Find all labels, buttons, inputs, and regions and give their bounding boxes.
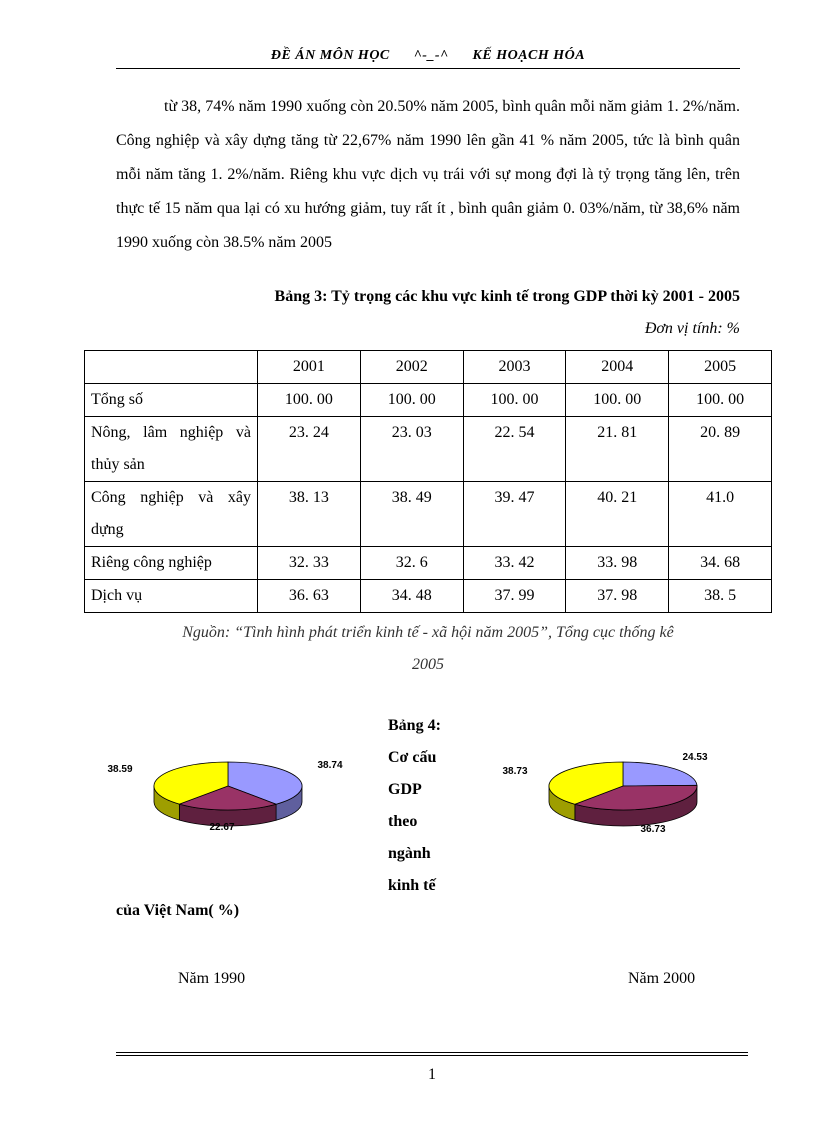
table-cell: 100. 00 [566, 384, 669, 417]
table-cell: 34. 48 [360, 580, 463, 613]
caption-word: ngành [388, 845, 431, 862]
table-cell: 33. 98 [566, 547, 669, 580]
pie-slice-label: 24.53 [682, 752, 708, 763]
table-cell: 100. 00 [360, 384, 463, 417]
footer-rule [116, 1052, 748, 1053]
table-cell: 33. 42 [463, 547, 566, 580]
year-header: 2001 [258, 351, 361, 384]
caption-word: Bảng 4: [388, 717, 441, 734]
header-subject: KẾ HOẠCH HÓA [472, 48, 586, 63]
row-label: Công nghiệp và xây dựng [85, 482, 258, 547]
row-label: Tổng số [85, 384, 258, 417]
table-cell: 40. 21 [566, 482, 669, 547]
chart-year-1990: Năm 1990 [178, 970, 246, 987]
header-emoticon: ^-_-^ [413, 48, 449, 63]
table-row [85, 580, 772, 613]
pie-slice-label: 38.74 [317, 760, 343, 771]
caption-line [388, 742, 464, 774]
table-cell: 37. 99 [463, 580, 566, 613]
pie-slice-label: 38.73 [502, 766, 528, 777]
table-cell: 100. 00 [463, 384, 566, 417]
table-cell: 20. 89 [669, 417, 772, 482]
table-title: Bảng 3: Tỷ trọng các khu vực kinh tế trong GDP thời kỳ 2001 - 2005 [274, 288, 740, 305]
table-cell: 41.0 [669, 482, 772, 547]
body-paragraph [116, 90, 740, 260]
body-paragraph-text: từ 38, 74% năm 1990 xuống còn 20.50% năm 2005, bình quân mỗi năm giảm 1. 2%/năm. Công nghiệp và xây dựng tăng từ 22,67% năm 1990 lên gần 41 % năm 2005, tức là bình quân mỗi năm tăng 1. 2%/năm. Riêng khu vực dịch vụ trái với sự mong đợi là tỷ trọng tăng lên, trên thực tế 15 năm qua lại có xu hướng giảm, tuy rất ít , bình quân giảm 0. 03%/năm, từ 38,6% năm 1990 xuống còn 38.5% năm 2005 [116, 98, 740, 251]
header-course: ĐỀ ÁN MÔN HỌC [270, 48, 390, 63]
header-rule [116, 68, 740, 69]
pie-slice [623, 762, 697, 786]
year-header: 2002 [360, 351, 463, 384]
chart-year-2000: Năm 2000 [628, 970, 696, 987]
caption-line [388, 838, 464, 870]
table-cell: 34. 68 [669, 547, 772, 580]
footer-rule [116, 1055, 748, 1056]
year-header: 2005 [669, 351, 772, 384]
page-header [116, 48, 740, 64]
table-header-row [85, 351, 772, 384]
table-source [116, 617, 740, 681]
table-cell: 38. 13 [258, 482, 361, 547]
pie-slice-label: 38.59 [107, 764, 133, 775]
table-cell: 32. 33 [258, 547, 361, 580]
table-cell: 21. 81 [566, 417, 669, 482]
pie-slice-label: 36.73 [640, 824, 666, 835]
table-cell: 38. 5 [669, 580, 772, 613]
row-label: Riêng công nghiệp [85, 547, 258, 580]
table-row [85, 417, 772, 482]
table-row [85, 482, 772, 547]
source-line-2: 2005 [412, 656, 444, 673]
table-cell: 100. 00 [669, 384, 772, 417]
caption-word: GDP [388, 781, 422, 798]
table-unit: Đơn vị tính: % [644, 320, 740, 337]
table-cell: 23. 03 [360, 417, 463, 482]
row-label: Nông, lâm nghiệp và thủy sản [85, 417, 258, 482]
table-cell: 37. 98 [566, 580, 669, 613]
table-cell: 100. 00 [258, 384, 361, 417]
year-header: 2004 [566, 351, 669, 384]
caption-word: Cơ cấu [388, 749, 437, 766]
table-cell: 36. 63 [258, 580, 361, 613]
table-row [85, 547, 772, 580]
caption-line [388, 870, 464, 902]
source-line-1: Nguồn: “Tình hình phát triển kinh tế - xã hội năm 2005”, Tổng cục thống kê [182, 624, 674, 641]
table-cell: 32. 6 [360, 547, 463, 580]
caption-line [388, 774, 464, 806]
table-row [85, 384, 772, 417]
page-number: 1 [428, 1066, 436, 1083]
row-label: Dịch vụ [85, 580, 258, 613]
caption-line [388, 806, 464, 838]
pie-chart-2000 [502, 748, 745, 848]
chart-caption [388, 710, 464, 902]
pie-chart-1990 [107, 748, 350, 848]
caption-tail: của Việt Nam( %) [116, 902, 240, 919]
table-cell: 22. 54 [463, 417, 566, 482]
table-cell: 38. 49 [360, 482, 463, 547]
pie-slice-label: 22.67 [209, 822, 235, 833]
table-corner-cell [85, 351, 258, 384]
caption-line [388, 710, 464, 742]
year-header: 2003 [463, 351, 566, 384]
caption-word: theo [388, 813, 418, 830]
caption-word: kinh tế [388, 877, 436, 894]
table-cell: 39. 47 [463, 482, 566, 547]
gdp-share-table [84, 350, 772, 613]
table-cell: 23. 24 [258, 417, 361, 482]
